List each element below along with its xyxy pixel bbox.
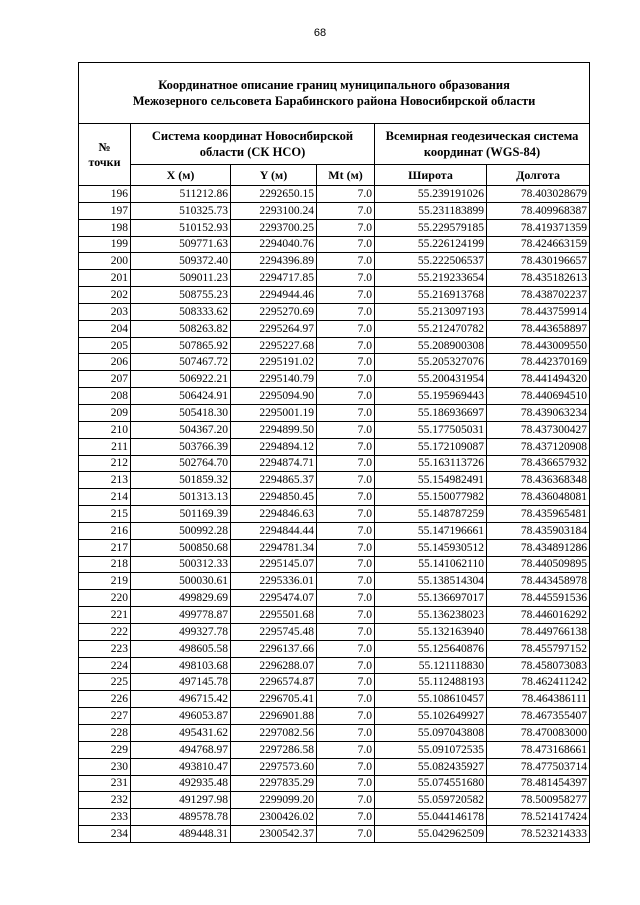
- cell-x: 489578.78: [131, 809, 231, 826]
- cell-mt: 7.0: [317, 472, 375, 489]
- cell-y: 2297286.58: [231, 741, 317, 758]
- cell-point-number: 229: [79, 741, 131, 758]
- table-row: [79, 219, 590, 236]
- cell-point-number: 230: [79, 758, 131, 775]
- cell-x: 489448.31: [131, 826, 231, 843]
- cell-point-number: 223: [79, 640, 131, 657]
- cell-mt: 7.0: [317, 826, 375, 843]
- table-row: [79, 539, 590, 556]
- cell-longitude: 78.419371359: [487, 219, 590, 236]
- cell-point-number: 208: [79, 388, 131, 405]
- cell-latitude: 55.172109087: [375, 438, 487, 455]
- cell-mt: 7.0: [317, 337, 375, 354]
- table-row: [79, 371, 590, 388]
- cell-longitude: 78.470083000: [487, 725, 590, 742]
- cell-point-number: 203: [79, 303, 131, 320]
- cell-mt: 7.0: [317, 455, 375, 472]
- table-row: [79, 725, 590, 742]
- cell-y: 2294865.37: [231, 472, 317, 489]
- cell-point-number: 206: [79, 354, 131, 371]
- cell-mt: 7.0: [317, 556, 375, 573]
- cell-latitude: 55.145930512: [375, 539, 487, 556]
- cell-point-number: 211: [79, 438, 131, 455]
- cell-point-number: 221: [79, 607, 131, 624]
- cell-y: 2297835.29: [231, 775, 317, 792]
- header-point-number: [79, 124, 131, 186]
- cell-y: 2294899.50: [231, 421, 317, 438]
- cell-latitude: 55.059720582: [375, 792, 487, 809]
- cell-y: 2295227.68: [231, 337, 317, 354]
- table-row: [79, 438, 590, 455]
- cell-point-number: 215: [79, 506, 131, 523]
- table-body: [79, 186, 590, 843]
- cell-longitude: 78.403028679: [487, 186, 590, 203]
- cell-longitude: 78.439063234: [487, 404, 590, 421]
- table-row: [79, 253, 590, 270]
- cell-longitude: 78.521417424: [487, 809, 590, 826]
- cell-longitude: 78.446016292: [487, 607, 590, 624]
- header-local-system: Система координат Новосибирской области (СК НСО): [131, 124, 375, 165]
- cell-point-number: 199: [79, 236, 131, 253]
- table-row: [79, 741, 590, 758]
- cell-x: 501859.32: [131, 472, 231, 489]
- cell-point-number: 232: [79, 792, 131, 809]
- cell-mt: 7.0: [317, 253, 375, 270]
- cell-x: 499778.87: [131, 607, 231, 624]
- cell-latitude: 55.147196661: [375, 522, 487, 539]
- cell-x: 501169.39: [131, 506, 231, 523]
- cell-mt: 7.0: [317, 792, 375, 809]
- table-row: [79, 590, 590, 607]
- table-row: [79, 472, 590, 489]
- cell-point-number: 204: [79, 320, 131, 337]
- table-title: [79, 63, 590, 124]
- cell-point-number: 214: [79, 489, 131, 506]
- cell-latitude: 55.044146178: [375, 809, 487, 826]
- cell-x: 510325.73: [131, 202, 231, 219]
- cell-latitude: 55.132163940: [375, 623, 487, 640]
- cell-longitude: 78.435965481: [487, 506, 590, 523]
- header-point-number-symbol: №: [98, 139, 111, 154]
- cell-latitude: 55.213097193: [375, 303, 487, 320]
- cell-y: 2296901.88: [231, 708, 317, 725]
- cell-mt: 7.0: [317, 303, 375, 320]
- cell-longitude: 78.438702237: [487, 287, 590, 304]
- cell-latitude: 55.082435927: [375, 758, 487, 775]
- cell-y: 2295336.01: [231, 573, 317, 590]
- table-row: [79, 421, 590, 438]
- cell-longitude: 78.441494320: [487, 371, 590, 388]
- table-row: [79, 303, 590, 320]
- cell-mt: 7.0: [317, 758, 375, 775]
- cell-latitude: 55.222506537: [375, 253, 487, 270]
- cell-x: 506922.21: [131, 371, 231, 388]
- table-row: [79, 337, 590, 354]
- cell-latitude: 55.219233654: [375, 270, 487, 287]
- cell-y: 2300426.02: [231, 809, 317, 826]
- cell-x: 503766.39: [131, 438, 231, 455]
- table-row: [79, 691, 590, 708]
- cell-mt: 7.0: [317, 640, 375, 657]
- cell-mt: 7.0: [317, 674, 375, 691]
- cell-latitude: 55.097043808: [375, 725, 487, 742]
- cell-longitude: 78.440694510: [487, 388, 590, 405]
- cell-x: 502764.70: [131, 455, 231, 472]
- cell-point-number: 213: [79, 472, 131, 489]
- cell-y: 2295094.90: [231, 388, 317, 405]
- cell-y: 2295140.79: [231, 371, 317, 388]
- cell-x: 496715.42: [131, 691, 231, 708]
- cell-point-number: 219: [79, 573, 131, 590]
- cell-mt: 7.0: [317, 741, 375, 758]
- cell-latitude: 55.136697017: [375, 590, 487, 607]
- cell-longitude: 78.464386111: [487, 691, 590, 708]
- cell-longitude: 78.443009550: [487, 337, 590, 354]
- cell-x: 500030.61: [131, 573, 231, 590]
- cell-point-number: 212: [79, 455, 131, 472]
- cell-longitude: 78.436657932: [487, 455, 590, 472]
- table-row: [79, 270, 590, 287]
- cell-x: 508263.82: [131, 320, 231, 337]
- cell-x: 506424.91: [131, 388, 231, 405]
- coordinates-table: [78, 62, 590, 843]
- cell-longitude: 78.436368348: [487, 472, 590, 489]
- cell-longitude: 78.477503714: [487, 758, 590, 775]
- cell-y: 2294944.46: [231, 287, 317, 304]
- cell-y: 2296574.87: [231, 674, 317, 691]
- cell-latitude: 55.239191026: [375, 186, 487, 203]
- table-row: [79, 236, 590, 253]
- table-row: [79, 758, 590, 775]
- cell-latitude: 55.091072535: [375, 741, 487, 758]
- cell-longitude: 78.434891286: [487, 539, 590, 556]
- cell-x: 500850.68: [131, 539, 231, 556]
- cell-latitude: 55.231183899: [375, 202, 487, 219]
- cell-longitude: 78.449766138: [487, 623, 590, 640]
- cell-mt: 7.0: [317, 657, 375, 674]
- cell-point-number: 228: [79, 725, 131, 742]
- header-point-number-label: точки: [88, 154, 121, 169]
- cell-x: 500992.28: [131, 522, 231, 539]
- cell-mt: 7.0: [317, 573, 375, 590]
- cell-point-number: 220: [79, 590, 131, 607]
- cell-mt: 7.0: [317, 607, 375, 624]
- cell-latitude: 55.108610457: [375, 691, 487, 708]
- cell-x: 499829.69: [131, 590, 231, 607]
- cell-x: 493810.47: [131, 758, 231, 775]
- cell-longitude: 78.443759914: [487, 303, 590, 320]
- cell-latitude: 55.121118830: [375, 657, 487, 674]
- cell-mt: 7.0: [317, 270, 375, 287]
- table-row: [79, 640, 590, 657]
- cell-longitude: 78.523214333: [487, 826, 590, 843]
- cell-longitude: 78.437120908: [487, 438, 590, 455]
- cell-latitude: 55.148787259: [375, 506, 487, 523]
- cell-x: 499327.78: [131, 623, 231, 640]
- cell-longitude: 78.455797152: [487, 640, 590, 657]
- table-row: [79, 826, 590, 843]
- cell-x: 509011.23: [131, 270, 231, 287]
- cell-point-number: 231: [79, 775, 131, 792]
- table-row: [79, 674, 590, 691]
- cell-mt: 7.0: [317, 354, 375, 371]
- cell-y: 2295745.48: [231, 623, 317, 640]
- table-row: [79, 775, 590, 792]
- cell-latitude: 55.195969443: [375, 388, 487, 405]
- table-row: [79, 287, 590, 304]
- cell-x: 491297.98: [131, 792, 231, 809]
- cell-y: 2297082.56: [231, 725, 317, 742]
- cell-latitude: 55.226124199: [375, 236, 487, 253]
- header-longitude: Долгота: [487, 165, 590, 186]
- cell-y: 2300542.37: [231, 826, 317, 843]
- cell-point-number: 200: [79, 253, 131, 270]
- table-row: [79, 792, 590, 809]
- cell-mt: 7.0: [317, 489, 375, 506]
- cell-latitude: 55.136238023: [375, 607, 487, 624]
- cell-x: 501313.13: [131, 489, 231, 506]
- cell-y: 2294040.76: [231, 236, 317, 253]
- cell-y: 2294846.63: [231, 506, 317, 523]
- cell-point-number: 222: [79, 623, 131, 640]
- cell-point-number: 218: [79, 556, 131, 573]
- cell-y: 2294396.89: [231, 253, 317, 270]
- cell-longitude: 78.500958277: [487, 792, 590, 809]
- cell-mt: 7.0: [317, 539, 375, 556]
- cell-longitude: 78.435182613: [487, 270, 590, 287]
- page-number: 68: [313, 27, 327, 39]
- header-mt: Mt (м): [317, 165, 375, 186]
- cell-mt: 7.0: [317, 522, 375, 539]
- cell-x: 508755.23: [131, 287, 231, 304]
- table-row: [79, 623, 590, 640]
- cell-mt: 7.0: [317, 809, 375, 826]
- cell-latitude: 55.200431954: [375, 371, 487, 388]
- cell-y: 2295270.69: [231, 303, 317, 320]
- cell-y: 2295145.07: [231, 556, 317, 573]
- cell-latitude: 55.216913768: [375, 287, 487, 304]
- cell-point-number: 210: [79, 421, 131, 438]
- cell-longitude: 78.481454397: [487, 775, 590, 792]
- header-wgs-system: Всемирная геодезическая система координат (WGS-84): [375, 124, 590, 165]
- cell-longitude: 78.437300427: [487, 421, 590, 438]
- cell-longitude: 78.436048081: [487, 489, 590, 506]
- cell-y: 2297573.60: [231, 758, 317, 775]
- header-latitude: Широта: [375, 165, 487, 186]
- cell-y: 2294850.45: [231, 489, 317, 506]
- cell-point-number: 217: [79, 539, 131, 556]
- cell-mt: 7.0: [317, 725, 375, 742]
- cell-longitude: 78.442370169: [487, 354, 590, 371]
- cell-mt: 7.0: [317, 219, 375, 236]
- cell-latitude: 55.150077982: [375, 489, 487, 506]
- cell-point-number: 226: [79, 691, 131, 708]
- cell-x: 509372.40: [131, 253, 231, 270]
- table-row: [79, 202, 590, 219]
- cell-point-number: 202: [79, 287, 131, 304]
- cell-point-number: 205: [79, 337, 131, 354]
- cell-longitude: 78.440509895: [487, 556, 590, 573]
- cell-latitude: 55.042962509: [375, 826, 487, 843]
- cell-point-number: 227: [79, 708, 131, 725]
- table-row: [79, 404, 590, 421]
- table-title-line-2: Межозерного сельсовета Барабинского района Новосибирской области: [132, 94, 536, 108]
- cell-mt: 7.0: [317, 623, 375, 640]
- cell-x: 494768.97: [131, 741, 231, 758]
- cell-latitude: 55.177505031: [375, 421, 487, 438]
- table-row: [79, 506, 590, 523]
- cell-latitude: 55.212470782: [375, 320, 487, 337]
- cell-mt: 7.0: [317, 691, 375, 708]
- cell-point-number: 224: [79, 657, 131, 674]
- cell-x: 507865.92: [131, 337, 231, 354]
- cell-y: 2294894.12: [231, 438, 317, 455]
- cell-mt: 7.0: [317, 186, 375, 203]
- cell-y: 2293700.25: [231, 219, 317, 236]
- cell-y: 2296137.66: [231, 640, 317, 657]
- cell-longitude: 78.445591536: [487, 590, 590, 607]
- cell-longitude: 78.458073083: [487, 657, 590, 674]
- cell-x: 495431.62: [131, 725, 231, 742]
- cell-x: 511212.86: [131, 186, 231, 203]
- cell-y: 2294844.44: [231, 522, 317, 539]
- cell-longitude: 78.424663159: [487, 236, 590, 253]
- cell-x: 497145.78: [131, 674, 231, 691]
- cell-latitude: 55.205327076: [375, 354, 487, 371]
- cell-y: 2295501.68: [231, 607, 317, 624]
- cell-point-number: 198: [79, 219, 131, 236]
- cell-latitude: 55.102649927: [375, 708, 487, 725]
- header-x: X (м): [131, 165, 231, 186]
- cell-point-number: 207: [79, 371, 131, 388]
- cell-latitude: 55.163113726: [375, 455, 487, 472]
- cell-y: 2295191.02: [231, 354, 317, 371]
- cell-point-number: 201: [79, 270, 131, 287]
- cell-longitude: 78.443458978: [487, 573, 590, 590]
- cell-x: 498605.58: [131, 640, 231, 657]
- cell-latitude: 55.229579185: [375, 219, 487, 236]
- cell-x: 508333.62: [131, 303, 231, 320]
- cell-mt: 7.0: [317, 287, 375, 304]
- cell-latitude: 55.074551680: [375, 775, 487, 792]
- cell-mt: 7.0: [317, 590, 375, 607]
- cell-longitude: 78.443658897: [487, 320, 590, 337]
- cell-mt: 7.0: [317, 421, 375, 438]
- cell-x: 510152.93: [131, 219, 231, 236]
- table-row: [79, 522, 590, 539]
- header-y: Y (м): [231, 165, 317, 186]
- cell-x: 509771.63: [131, 236, 231, 253]
- table-row: [79, 809, 590, 826]
- table-row: [79, 489, 590, 506]
- cell-x: 498103.68: [131, 657, 231, 674]
- cell-longitude: 78.435903184: [487, 522, 590, 539]
- cell-y: 2295264.97: [231, 320, 317, 337]
- cell-latitude: 55.154982491: [375, 472, 487, 489]
- cell-longitude: 78.467355407: [487, 708, 590, 725]
- table-row: [79, 607, 590, 624]
- cell-mt: 7.0: [317, 438, 375, 455]
- cell-mt: 7.0: [317, 320, 375, 337]
- cell-y: 2296705.41: [231, 691, 317, 708]
- table-row: [79, 388, 590, 405]
- table-title-line-1: Координатное описание границ муниципального образования: [158, 78, 510, 92]
- cell-x: 504367.20: [131, 421, 231, 438]
- cell-longitude: 78.409968387: [487, 202, 590, 219]
- cell-y: 2295001.19: [231, 404, 317, 421]
- cell-latitude: 55.125640876: [375, 640, 487, 657]
- table-row: [79, 354, 590, 371]
- table-row: [79, 573, 590, 590]
- cell-latitude: 55.138514304: [375, 573, 487, 590]
- cell-mt: 7.0: [317, 708, 375, 725]
- cell-latitude: 55.141062110: [375, 556, 487, 573]
- table-row: [79, 556, 590, 573]
- table-row: [79, 186, 590, 203]
- cell-mt: 7.0: [317, 506, 375, 523]
- cell-y: 2295474.07: [231, 590, 317, 607]
- cell-mt: 7.0: [317, 202, 375, 219]
- cell-y: 2294781.34: [231, 539, 317, 556]
- cell-point-number: 197: [79, 202, 131, 219]
- cell-y: 2294717.85: [231, 270, 317, 287]
- cell-latitude: 55.186936697: [375, 404, 487, 421]
- cell-longitude: 78.430196657: [487, 253, 590, 270]
- table-row: [79, 320, 590, 337]
- cell-mt: 7.0: [317, 404, 375, 421]
- cell-x: 500312.33: [131, 556, 231, 573]
- cell-y: 2294874.71: [231, 455, 317, 472]
- cell-mt: 7.0: [317, 388, 375, 405]
- cell-longitude: 78.462411242: [487, 674, 590, 691]
- cell-y: 2292650.15: [231, 186, 317, 203]
- cell-y: 2299099.20: [231, 792, 317, 809]
- table-row: [79, 455, 590, 472]
- cell-latitude: 55.208900308: [375, 337, 487, 354]
- table-row: [79, 657, 590, 674]
- cell-mt: 7.0: [317, 371, 375, 388]
- table-row: [79, 708, 590, 725]
- cell-x: 507467.72: [131, 354, 231, 371]
- cell-point-number: 234: [79, 826, 131, 843]
- cell-mt: 7.0: [317, 775, 375, 792]
- cell-y: 2293100.24: [231, 202, 317, 219]
- cell-point-number: 225: [79, 674, 131, 691]
- cell-x: 505418.30: [131, 404, 231, 421]
- cell-point-number: 209: [79, 404, 131, 421]
- cell-point-number: 233: [79, 809, 131, 826]
- cell-x: 492935.48: [131, 775, 231, 792]
- cell-y: 2296288.07: [231, 657, 317, 674]
- cell-longitude: 78.473168661: [487, 741, 590, 758]
- cell-point-number: 196: [79, 186, 131, 203]
- cell-mt: 7.0: [317, 236, 375, 253]
- cell-latitude: 55.112488193: [375, 674, 487, 691]
- cell-x: 496053.87: [131, 708, 231, 725]
- cell-point-number: 216: [79, 522, 131, 539]
